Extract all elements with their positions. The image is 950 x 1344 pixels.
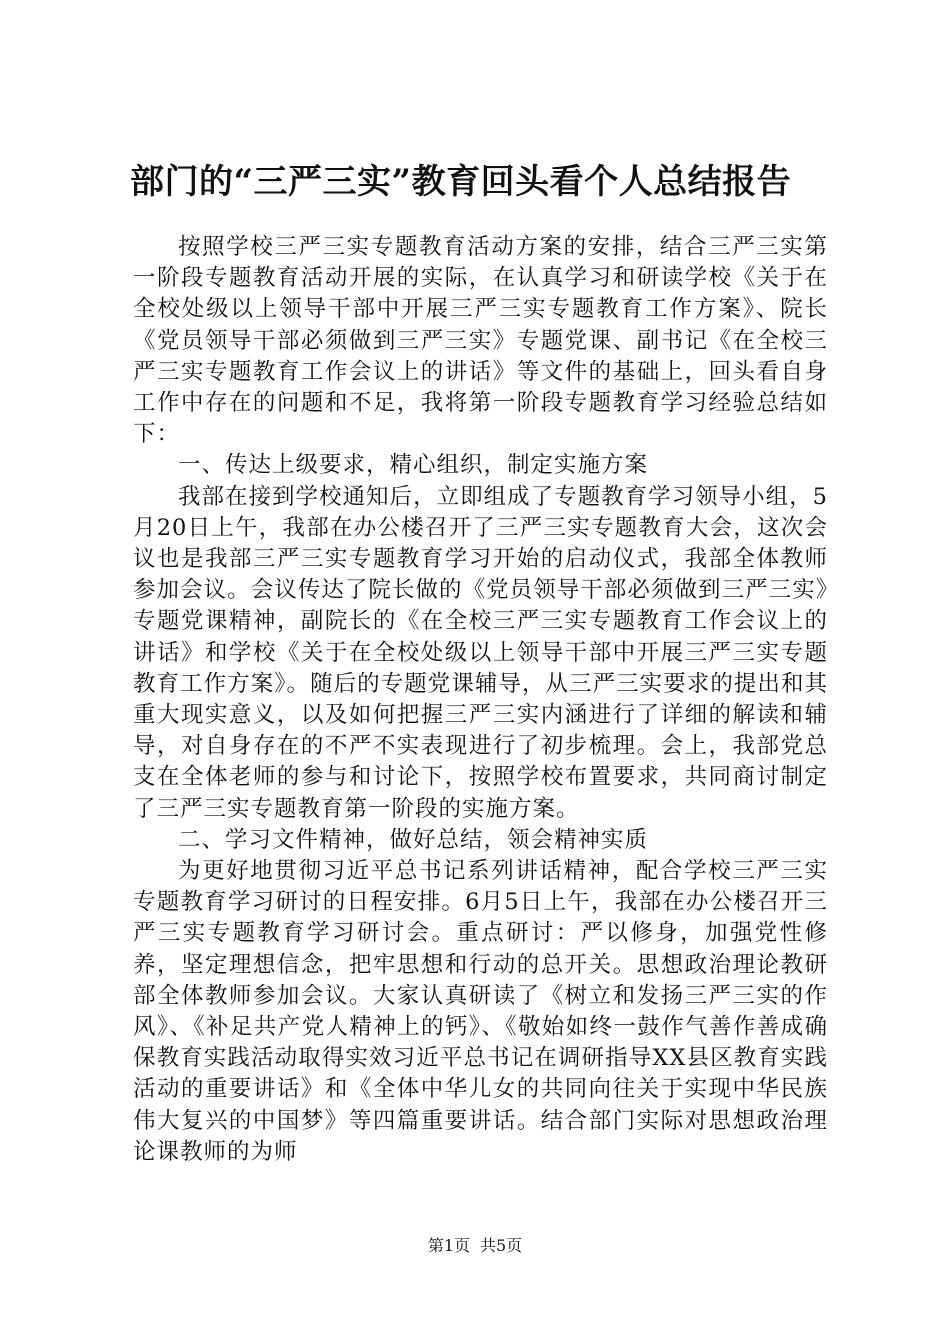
document-body bbox=[133, 232, 828, 1168]
page-count: 共5页 bbox=[480, 1236, 523, 1255]
section-heading-2: 二、学习文件精神，做好总结，领会精神实质 bbox=[178, 826, 649, 853]
page-number: 第1页 bbox=[427, 1236, 470, 1255]
paragraph-section-1: 我部在接到学校通知后，立即组成了专题教育学习领导小组，5月20日上午，我部在办公楼召开了三严三实专题教育大会，这次会议也是我部三严三实专题教育学习开始的启动仪式，我部全体教师参加会议。会议传达了院长做的《党员领导干部必须做到三严三实》专题党课精神，副院长的《在全校三严三实专题教育工作会议上的讲话》和学校《关于在全校处级以上领导干部中开展三严三实专题教育工作方案》。随后的专题党课辅导，从三严三实要求的提出和其重大现实意义，以及如何把握三严三实内涵进行了详细的解读和辅导，对自身存在的不严不实表现进行了初步梳理。会上，我部党总支在全体老师的参与和讨论下，按照学校布置要求，共同商讨制定了三严三实专题教育第一阶段的实施方案。 bbox=[133, 483, 828, 822]
paragraph-section-2: 为更好地贯彻习近平总书记系列讲话精神，配合学校三严三实专题教育学习研讨的日程安排。6月5日上午，我部在办公楼召开三严三实专题教育学习研讨会。重点研讨：严以修身，加强党性修养，坚定理想信念，把牢思想和行动的总开关。思想政治理论教研部全体教师参加会议。大家认真研读了《树立和发扬三严三实的作风》、《补足共产党人精神上的钙》、《敬始如终一鼓作气善作善成确保教育实践活动取得实效习近平总书记在调研指导XX县区教育实践活动的重要讲话》和《全体中华儿女的共同向往关于实现中华民族伟大复兴的中国梦》等四篇重要讲话。结合部门实际对思想政治理论课教师的为师 bbox=[133, 858, 828, 1165]
paragraph-intro: 按照学校三严三实专题教育活动方案的安排，结合三严三实第一阶段专题教育活动开展的实际，在认真学习和研读学校《关于在全校处级以上领导干部中开展三严三实专题教育工作方案》、院长《党员领导干部必须做到三严三实》专题党课、副书记《在全校三严三实专题教育工作会议上的讲话》等文件的基础上，回头看自身工作中存在的问题和不足，我将第一阶段专题教育学习经验总结如下： bbox=[133, 234, 828, 448]
page-footer bbox=[0, 1236, 950, 1256]
section-heading-1: 一、传达上级要求，精心组织，制定实施方案 bbox=[178, 452, 649, 479]
document-title: 部门的“三严三实”教育回头看个人总结报告 bbox=[130, 162, 792, 202]
